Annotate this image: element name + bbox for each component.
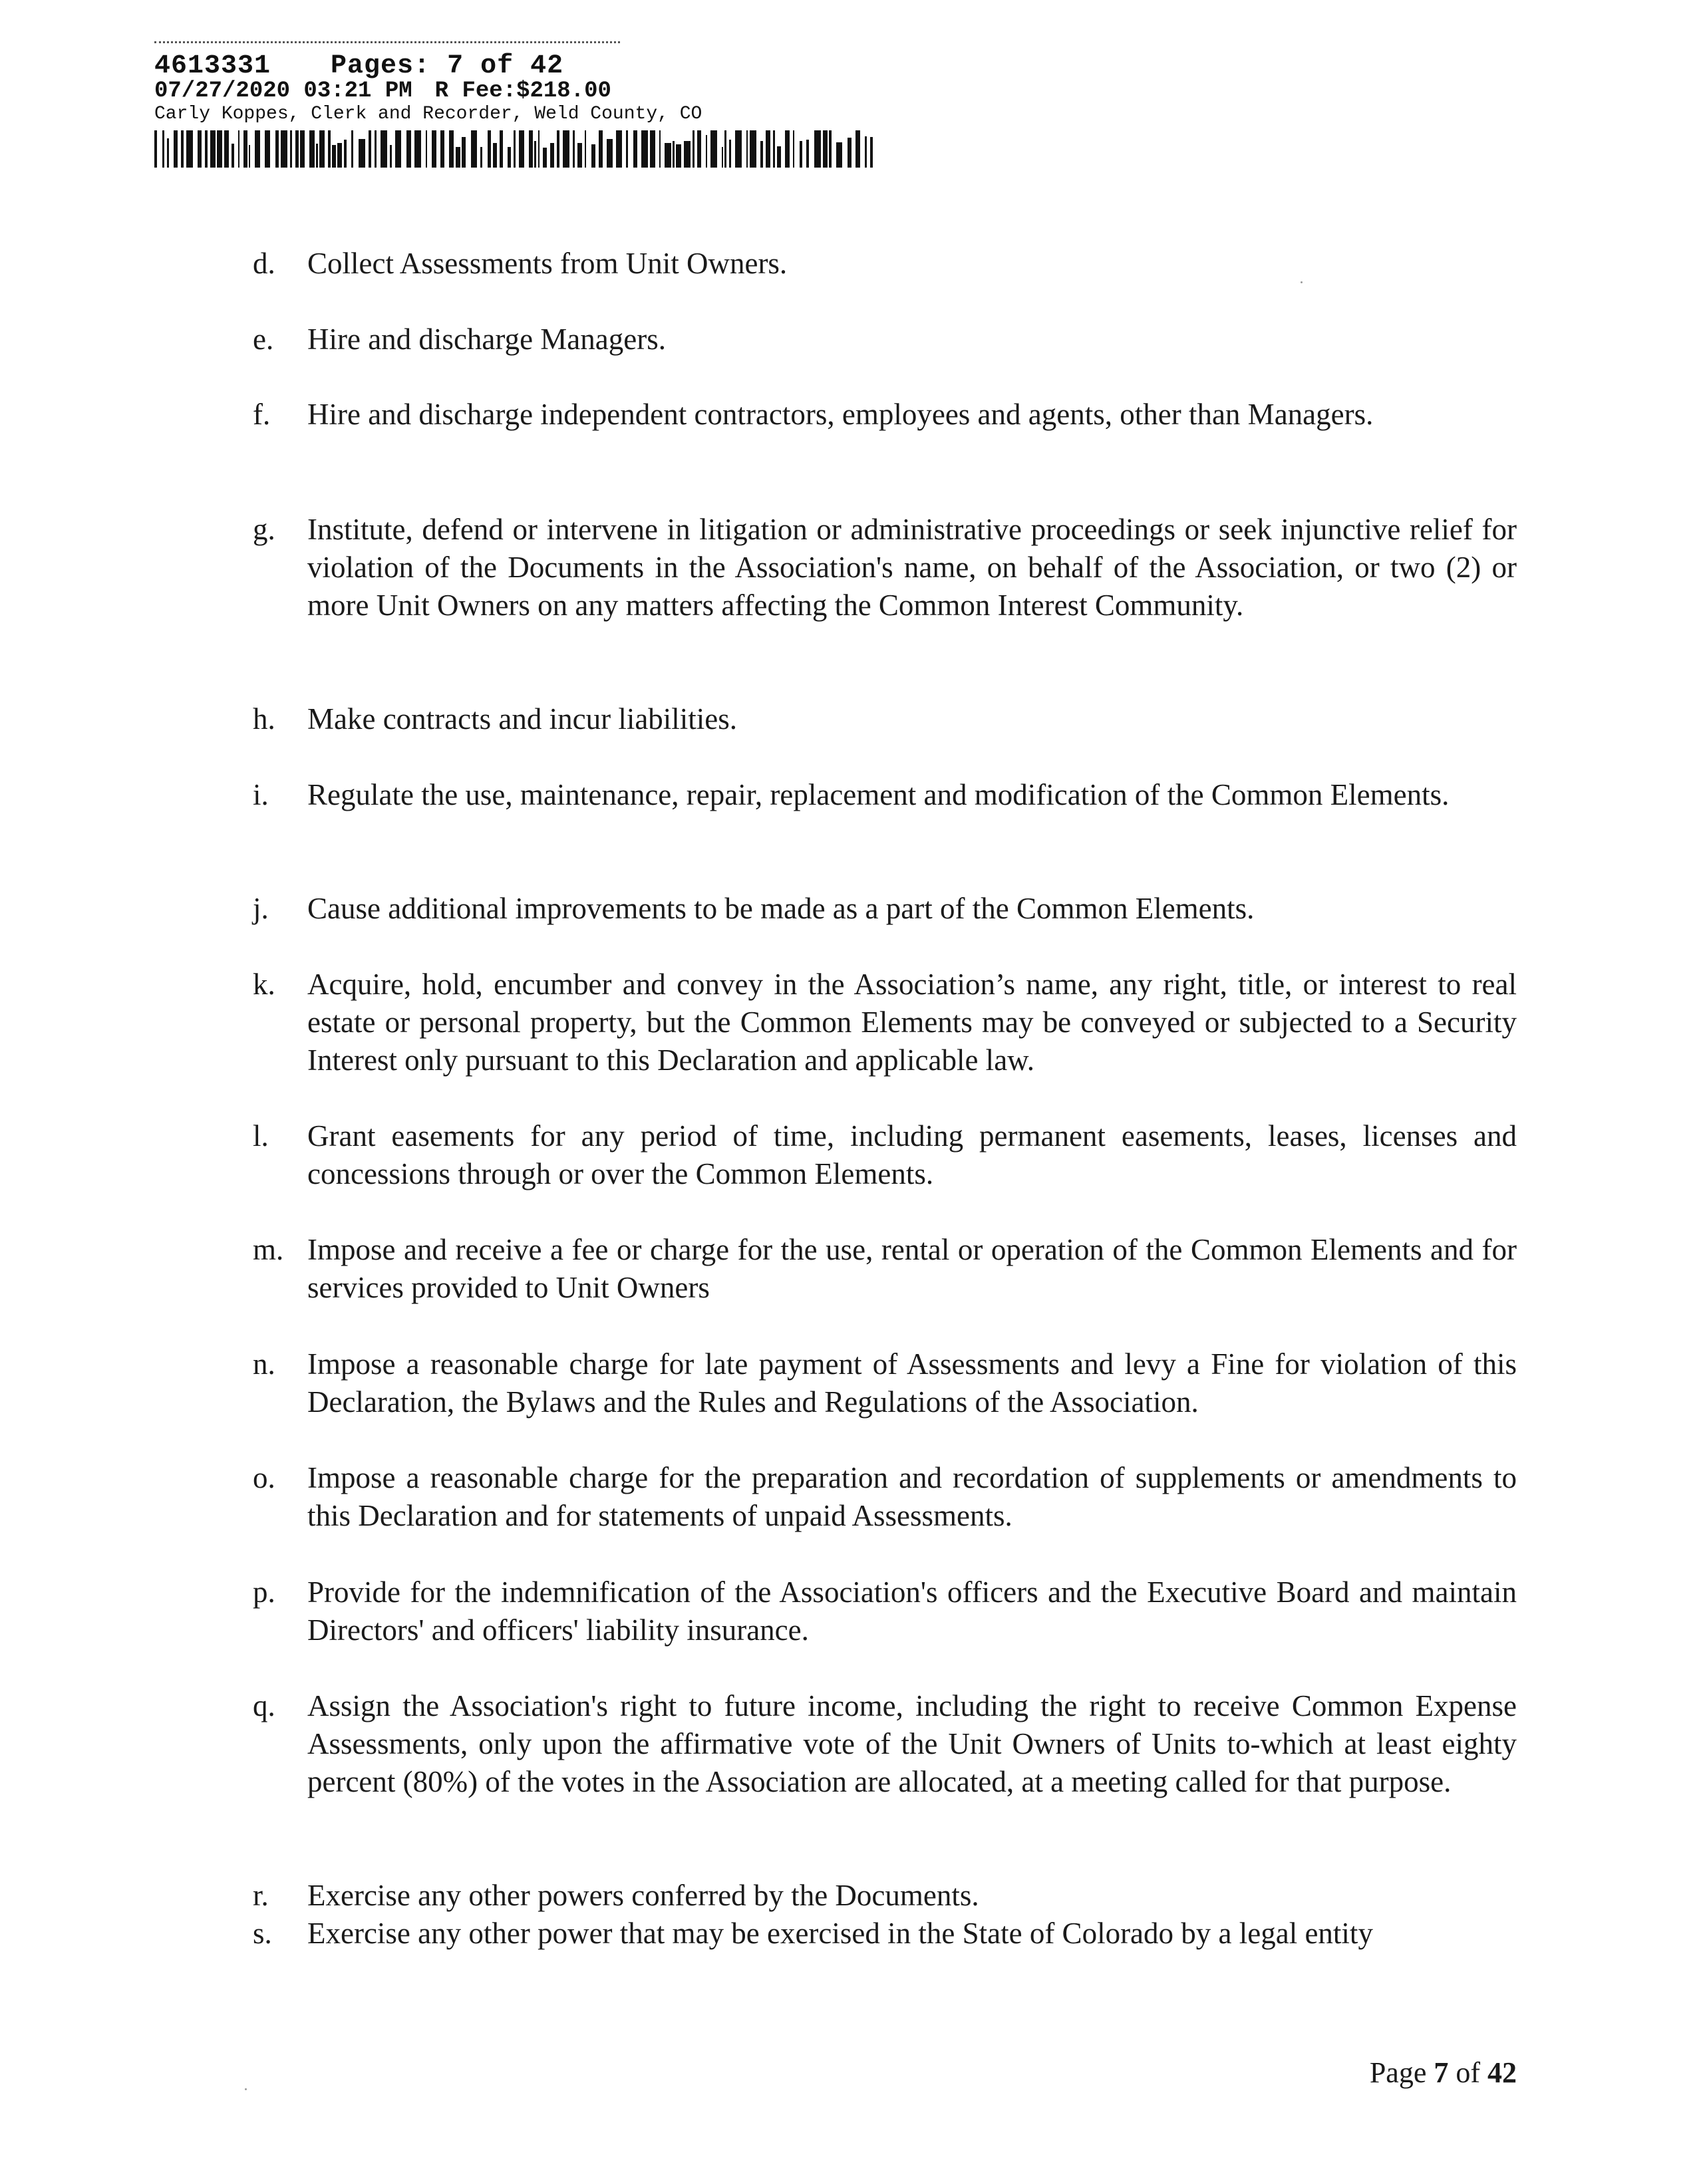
list-marker: n. xyxy=(253,1347,275,1381)
barcode-bar xyxy=(836,142,842,168)
barcode-bar xyxy=(735,130,742,168)
barcode-bar xyxy=(829,130,832,168)
barcode-bar xyxy=(390,145,392,168)
barcode-bar xyxy=(290,130,292,168)
list-item-text: Grant easements for any period of time, including permanent easements, leases, licenses and concessions through or over the Common Elements. xyxy=(307,1119,1517,1190)
barcode-bar xyxy=(659,130,661,168)
barcode-bar xyxy=(217,130,222,168)
barcode-bar xyxy=(746,130,748,168)
barcode-bar xyxy=(599,130,603,168)
barcode-bar xyxy=(395,130,401,168)
barcode-bar xyxy=(865,136,867,168)
barcode-bar xyxy=(281,130,287,168)
barcode-bar xyxy=(585,130,586,168)
barcode-bar xyxy=(493,143,497,168)
list-marker: e. xyxy=(253,323,274,356)
list-item-text: Assign the Association's right to future income, including the right to receive Common Expense Assessments, only upon the affirmative vote of the Unit Owners of Units to-which at least eighty percent (80%) of the votes in the Association are allocated, at a meeting called for that purpose. xyxy=(307,1689,1517,1798)
list-marker: m. xyxy=(253,1233,284,1266)
barcode-bar xyxy=(232,144,234,168)
barcode-bar xyxy=(793,130,794,168)
list-marker: q. xyxy=(253,1689,275,1722)
list-marker: o. xyxy=(253,1461,275,1494)
barcode-bar xyxy=(626,130,628,168)
list-item-text: Exercise any other powers conferred by the Documents. xyxy=(307,1879,979,1912)
barcode-bar xyxy=(275,130,279,168)
list-item-text: Institute, defend or intervene in litigation or administrative proceedings or seek injunctive relief for violation of the Documents in the Association's name, on behalf of the Association, or two (2) or more Unit Owners on any matters affecting the Common Interest Community. xyxy=(307,513,1517,622)
barcode-bar xyxy=(591,144,595,168)
barcode-bar xyxy=(773,130,775,168)
barcode-bar xyxy=(224,130,229,168)
recorder-name: Carly Koppes, Clerk and Recorder, Weld County, CO xyxy=(154,104,702,124)
list-marker: d. xyxy=(253,247,275,280)
barcode-bar xyxy=(381,130,387,168)
list-marker: l. xyxy=(253,1119,269,1153)
barcode-bar xyxy=(186,130,193,168)
barcode-bar xyxy=(855,130,860,168)
list-marker: k. xyxy=(253,968,275,1001)
barcode-bar xyxy=(508,147,511,168)
barcode-bar xyxy=(316,144,318,168)
stamp-date-fee-line xyxy=(154,80,611,102)
list-marker: f. xyxy=(253,398,271,431)
barcode-bar xyxy=(563,130,569,168)
barcode-bar xyxy=(706,135,707,168)
barcode-bar xyxy=(462,137,466,168)
barcode-bar xyxy=(243,130,247,168)
list-marker: h. xyxy=(253,702,275,736)
barcode-bar xyxy=(255,130,260,168)
barcode-bar xyxy=(456,147,460,168)
barcode-bar xyxy=(162,130,164,168)
barcode-bar xyxy=(480,147,482,168)
barcode-bar xyxy=(729,140,731,168)
barcode-bar xyxy=(673,141,675,168)
page-number: 7 xyxy=(1434,2056,1449,2089)
barcode-bar xyxy=(766,130,770,168)
barcode-bar xyxy=(295,130,299,168)
barcode-bar xyxy=(543,148,547,168)
pages-label: Pages: xyxy=(331,51,431,81)
list-item-text: Acquire, hold, encumber and convey in the Association’s name, any right, title, or interest to real estate or personal property, but the Common Elements may be conveyed or subjected to a Security Interest only pursuant to this Declaration and applicable law. xyxy=(307,968,1517,1077)
barcode-bar xyxy=(550,143,554,168)
barcode-bar xyxy=(534,141,536,168)
list-item-text: Cause additional improvements to be made as a part of the Common Elements. xyxy=(307,892,1255,925)
barcode-bar xyxy=(210,130,216,168)
barcode-bar xyxy=(641,130,648,168)
barcode-bar xyxy=(344,140,347,168)
barcode-bar xyxy=(337,143,342,168)
stamp-dotted-line xyxy=(154,41,620,43)
page-word: Page xyxy=(1369,2056,1427,2089)
barcode-bar xyxy=(488,130,491,168)
barcode-bar xyxy=(870,137,873,168)
recording-fee: R Fee:$218.00 xyxy=(434,78,611,104)
barcode-bar xyxy=(607,139,613,168)
list-item-text: Regulate the use, maintenance, repair, replacement and modification of the Common Elements. xyxy=(307,778,1450,811)
list-marker: j. xyxy=(253,892,269,925)
of-word: of xyxy=(1456,2056,1480,2089)
barcode-bar xyxy=(471,130,477,168)
barcode-bar xyxy=(174,130,178,168)
stamp-header-line xyxy=(154,53,563,80)
barcode-bar xyxy=(806,140,809,168)
scan-speck xyxy=(245,2088,247,2090)
list-item-text: Exercise any other power that may be exercised in the State of Colorado by a legal entity xyxy=(307,1917,1373,1950)
barcode-bar xyxy=(500,130,503,168)
barcode-bar xyxy=(300,130,305,168)
barcode-bar xyxy=(319,130,325,168)
barcode-bar xyxy=(414,130,421,168)
barcode-bar xyxy=(724,130,726,168)
barcode-bar xyxy=(198,130,202,168)
list-item-text: Make contracts and incur liabilities. xyxy=(307,702,738,736)
barcode-bar xyxy=(684,141,691,168)
barcode-bar xyxy=(760,141,763,168)
list-marker: i. xyxy=(253,778,269,811)
list-item-text: Provide for the indemnification of the Association's officers and the Executive Board and maintain Directors' and officers' liability insurance. xyxy=(307,1575,1517,1647)
barcode-bar xyxy=(722,147,723,168)
barcode-bar xyxy=(650,130,655,168)
barcode-bar xyxy=(785,130,790,168)
list-item-text: Hire and discharge Managers. xyxy=(307,323,666,356)
barcode-bar xyxy=(697,130,701,168)
barcode-bar xyxy=(848,138,852,168)
barcode-bar xyxy=(432,130,436,168)
barcode-bar xyxy=(573,130,575,168)
barcode-bar xyxy=(710,130,717,168)
barcode-bar xyxy=(238,130,239,168)
barcode-bar xyxy=(154,130,157,168)
list-item-text: Hire and discharge independent contractors, employees and agents, other than Managers. xyxy=(307,398,1374,431)
list-marker: r. xyxy=(253,1879,269,1912)
barcode-bar xyxy=(449,130,454,168)
page-footer xyxy=(1370,2056,1517,2090)
barcode-bar xyxy=(181,130,184,168)
barcode-bar xyxy=(529,130,533,168)
recording-barcode xyxy=(154,130,873,168)
barcode-bar xyxy=(676,144,681,168)
barcode-bar xyxy=(557,130,559,168)
barcode-bar xyxy=(633,130,637,168)
reception-number: 4613331 xyxy=(154,51,271,81)
barcode-bar xyxy=(369,130,371,168)
list-item-text: Impose a reasonable charge for late payment of Assessments and levy a Fine for violation of this Declaration, the Bylaws and the Rules and Regulations of the Association. xyxy=(307,1347,1517,1419)
barcode-bar xyxy=(167,138,169,168)
barcode-bar xyxy=(665,143,671,168)
barcode-bar xyxy=(359,139,365,168)
list-marker: p. xyxy=(253,1575,275,1609)
barcode-bar xyxy=(514,130,516,168)
barcode-bar xyxy=(426,130,427,168)
barcode-bar xyxy=(616,130,622,168)
recording-datetime: 07/27/2020 03:21 PM xyxy=(154,78,412,104)
list-marker: g. xyxy=(253,513,275,546)
total-pages: 42 xyxy=(1487,2056,1517,2089)
barcode-bar xyxy=(375,130,377,168)
barcode-bar xyxy=(328,130,331,168)
barcode-bar xyxy=(693,130,695,168)
pages-value: 7 of 42 xyxy=(447,51,564,81)
scan-speck xyxy=(1301,281,1303,283)
list-item-text: Impose a reasonable charge for the preparation and recordation of supplements or amendments to this Declaration and for statements of unpaid Assessments. xyxy=(307,1461,1517,1532)
barcode-bar xyxy=(309,130,315,168)
list-item-text: Collect Assessments from Unit Owners. xyxy=(307,247,788,280)
barcode-bar xyxy=(265,130,270,168)
list-item-text: Impose and receive a fee or charge for the use, rental or operation of the Common Elements and for services provided to Unit Owners xyxy=(307,1233,1517,1304)
barcode-bar xyxy=(519,130,524,168)
barcode-bar xyxy=(332,145,336,168)
barcode-bar xyxy=(750,130,756,168)
barcode-bar xyxy=(205,130,208,168)
barcode-bar xyxy=(800,141,802,168)
barcode-bar xyxy=(440,130,444,168)
barcode-bar xyxy=(249,145,250,168)
barcode-bar xyxy=(406,130,411,168)
barcode-bar xyxy=(814,130,821,168)
barcode-bar xyxy=(777,146,781,168)
barcode-bar xyxy=(823,130,828,168)
barcode-bar xyxy=(538,130,540,168)
barcode-bar xyxy=(577,143,582,168)
barcode-bar xyxy=(351,130,353,168)
list-marker: s. xyxy=(253,1917,272,1950)
